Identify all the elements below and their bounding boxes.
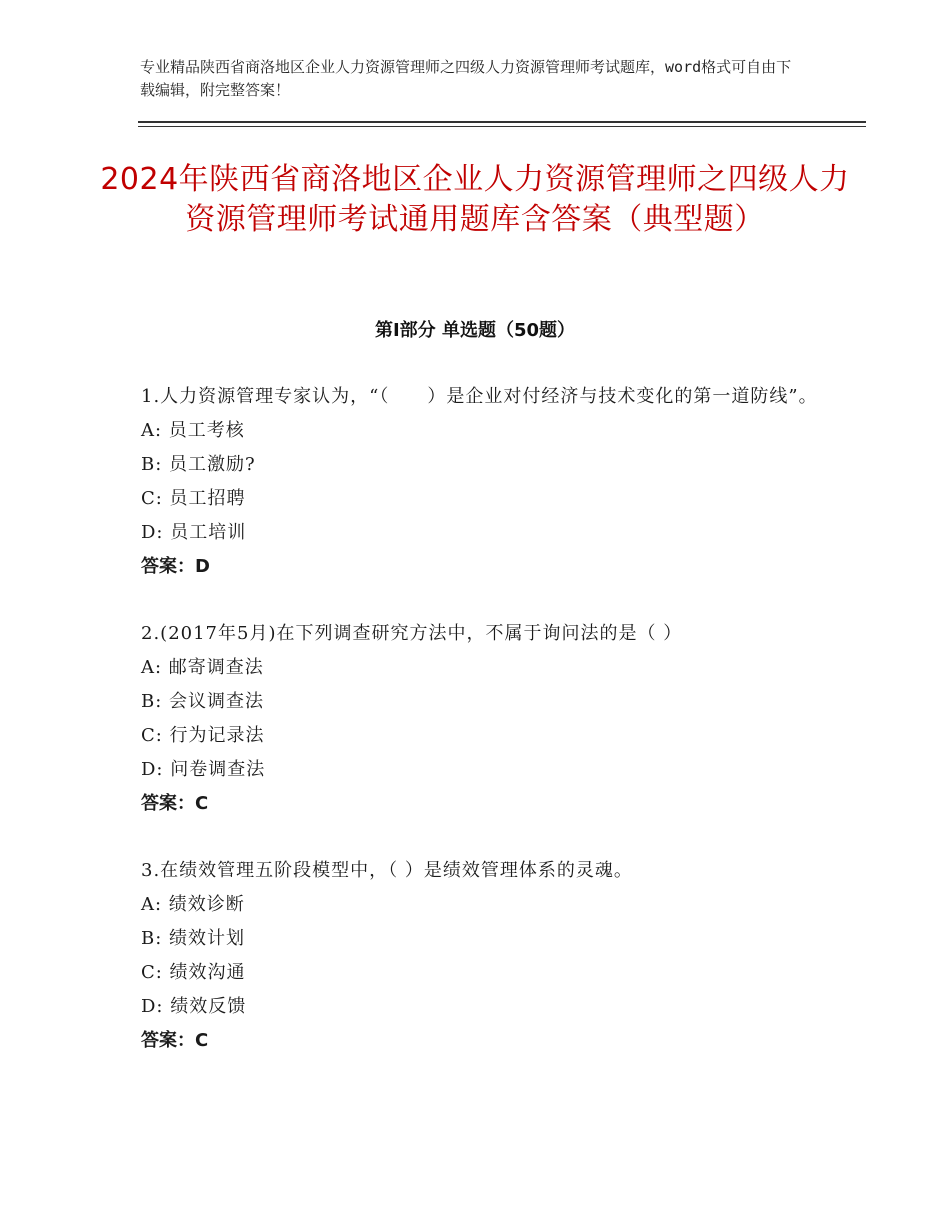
option-a: A: 员工考核 (141, 420, 245, 441)
option-d: D: 问卷调查法 (141, 759, 266, 780)
option-c: C: 行为记录法 (141, 725, 265, 746)
document-title: 2024年陕西省商洛地区企业人力资源管理师之四级人力资源管理师考试通用题库含答案（典型题） (100, 162, 850, 237)
header-divider-thick (138, 121, 866, 123)
option-d: D: 员工培训 (141, 522, 247, 543)
option-c: C: 员工招聘 (141, 488, 246, 509)
header-divider-thin (138, 126, 866, 127)
question-text: 1.人力资源管理专家认为，“（ ）是企业对付经济与技术变化的第一道防线”。 (141, 386, 818, 407)
question-text: 2.(2017年5月)在下列调查研究方法中，不属于询问法的是（ ） (141, 623, 683, 644)
option-b: B: 员工激励? (141, 454, 256, 475)
question-1 (141, 380, 821, 584)
option-a: A: 邮寄调查法 (141, 657, 264, 678)
option-a: A: 绩效诊断 (141, 894, 245, 915)
question-list (141, 380, 821, 1091)
answer: 答案：C (141, 793, 209, 814)
question-3 (141, 854, 821, 1058)
header-note: 专业精品陕西省商洛地区企业人力资源管理师之四级人力资源管理师考试题库，word格式可自由下载编辑，附完整答案！ (140, 58, 792, 99)
option-d: D: 绩效反馈 (141, 996, 247, 1017)
option-b: B: 绩效计划 (141, 928, 246, 949)
option-b: B: 会议调查法 (141, 691, 265, 712)
question-2 (141, 617, 821, 821)
answer: 答案：D (141, 556, 210, 577)
answer: 答案：C (141, 1030, 209, 1051)
option-c: C: 绩效沟通 (141, 962, 246, 983)
section-title: 第Ⅰ部分 单选题（50题） (374, 320, 575, 341)
question-text: 3.在绩效管理五阶段模型中，（ ）是绩效管理体系的灵魂。 (141, 860, 633, 881)
